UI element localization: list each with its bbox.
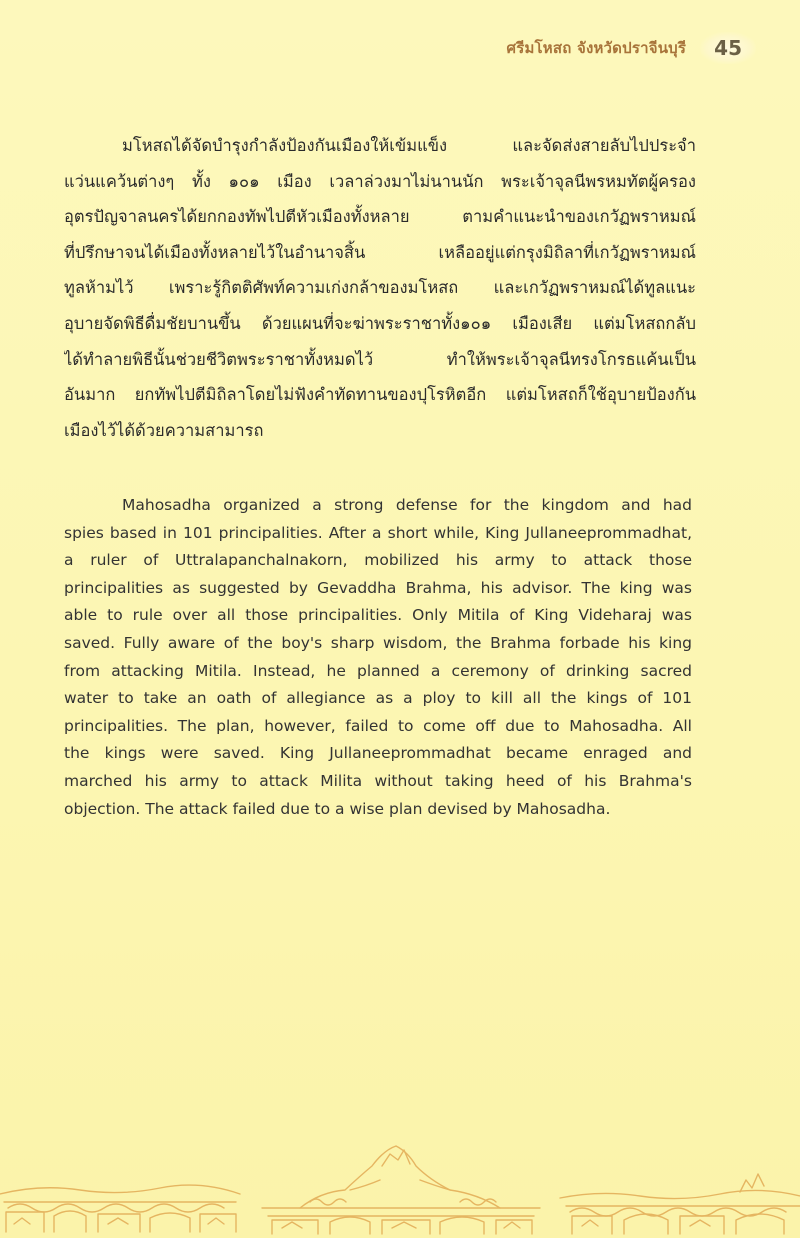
page-number: 45 — [700, 32, 756, 64]
english-line: objection. The attack failed due to a wise plan devised by Mahosadha. — [64, 799, 611, 818]
page-header — [506, 28, 756, 68]
thai-line: ได้ทำลายพิธีนั้นช่วยชีวิตพระราชาทั้งหมดไว้ ทำให้พระเจ้าจุลนีทรงโกรธแค้นเป็น — [64, 349, 696, 369]
thai-line: แว่นแคว้นต่างๆ ทั้ง ๑๐๑ เมือง เวลาล่วงมาไม่นานนัก พระเจ้าจุลนีพรหมทัตผู้ครอง — [64, 171, 696, 191]
thai-line: เมืองไว้ได้ด้วยความสามารถ — [64, 420, 264, 440]
english-line: water to take an oath of allegiance as a ploy to kill all the kings of 101 — [64, 689, 692, 708]
thai-line: มโหสถได้จัดบำรุงกำลังป้องกันเมืองให้เข้มแข็ง และจัดส่งสายลับไปประจำ — [122, 136, 696, 155]
thai-line: อันมาก ยกทัพไปตีมิถิลาโดยไม่ฟังคำทัดทานของปุโรหิตอีก แต่มโหสถก็ใช้อุบายป้องกัน — [64, 385, 696, 405]
running-title: ศรีมโหสถ จังหวัดปราจีนบุรี — [506, 39, 687, 57]
english-line: saved. Fully aware of the boy's sharp wisdom, the Brahma forbade his king — [64, 633, 692, 652]
thai-line: อุตรปัญจาลนครได้ยกกองทัพไปตีหัวเมืองทั้งหลาย ตามคำแนะนำของเกวัฏพราหมณ์ — [64, 207, 696, 227]
english-line: spies based in 101 principalities. After a short while, King Jullaneeprommadhat, — [64, 523, 692, 542]
thai-line: อุบายจัดพิธีดื่มชัยบานขึ้น ด้วยแผนที่จะฆ่าพระราชาทั้ง๑๐๑ เมืองเสีย แต่มโหสถกลับ — [64, 313, 696, 333]
english-line: Mahosadha organized a strong defense for the kingdom and had — [122, 496, 692, 514]
english-line: principalities. The plan, however, failed to come off due to Mahosadha. All — [64, 716, 692, 735]
english-paragraph — [64, 492, 692, 823]
thai-line: ทูลห้ามไว้ เพราะรู้กิตติศัพท์ความเก่งกล้าของมโหสถ และเกวัฏพราหมณ์ได้ทูลแนะ — [64, 278, 696, 298]
english-line: from attacking Mitila. Instead, he planned a ceremony of drinking sacred — [64, 661, 692, 680]
temple-ornament-icon — [0, 1136, 800, 1238]
english-line: principalities as suggested by Gevaddha Brahma, his advisor. The king was — [64, 578, 692, 597]
thai-paragraph — [64, 128, 696, 448]
english-line: marched his army to attack Milita without taking heed of his Brahma's — [64, 771, 692, 790]
english-line: able to rule over all those principalities. Only Mitila of King Videharaj was — [64, 606, 692, 625]
thai-line: ที่ปรึกษาจนได้เมืองทั้งหลายไว้ในอำนาจสิ้น เหลืออยู่แต่กรุงมิถิลาที่เกวัฏพราหมณ์ — [64, 242, 696, 262]
english-line: the kings were saved. King Jullaneeprommadhat became enraged and — [64, 744, 692, 763]
english-line: a ruler of Uttralapanchalnakorn, mobilized his army to attack those — [64, 551, 692, 570]
